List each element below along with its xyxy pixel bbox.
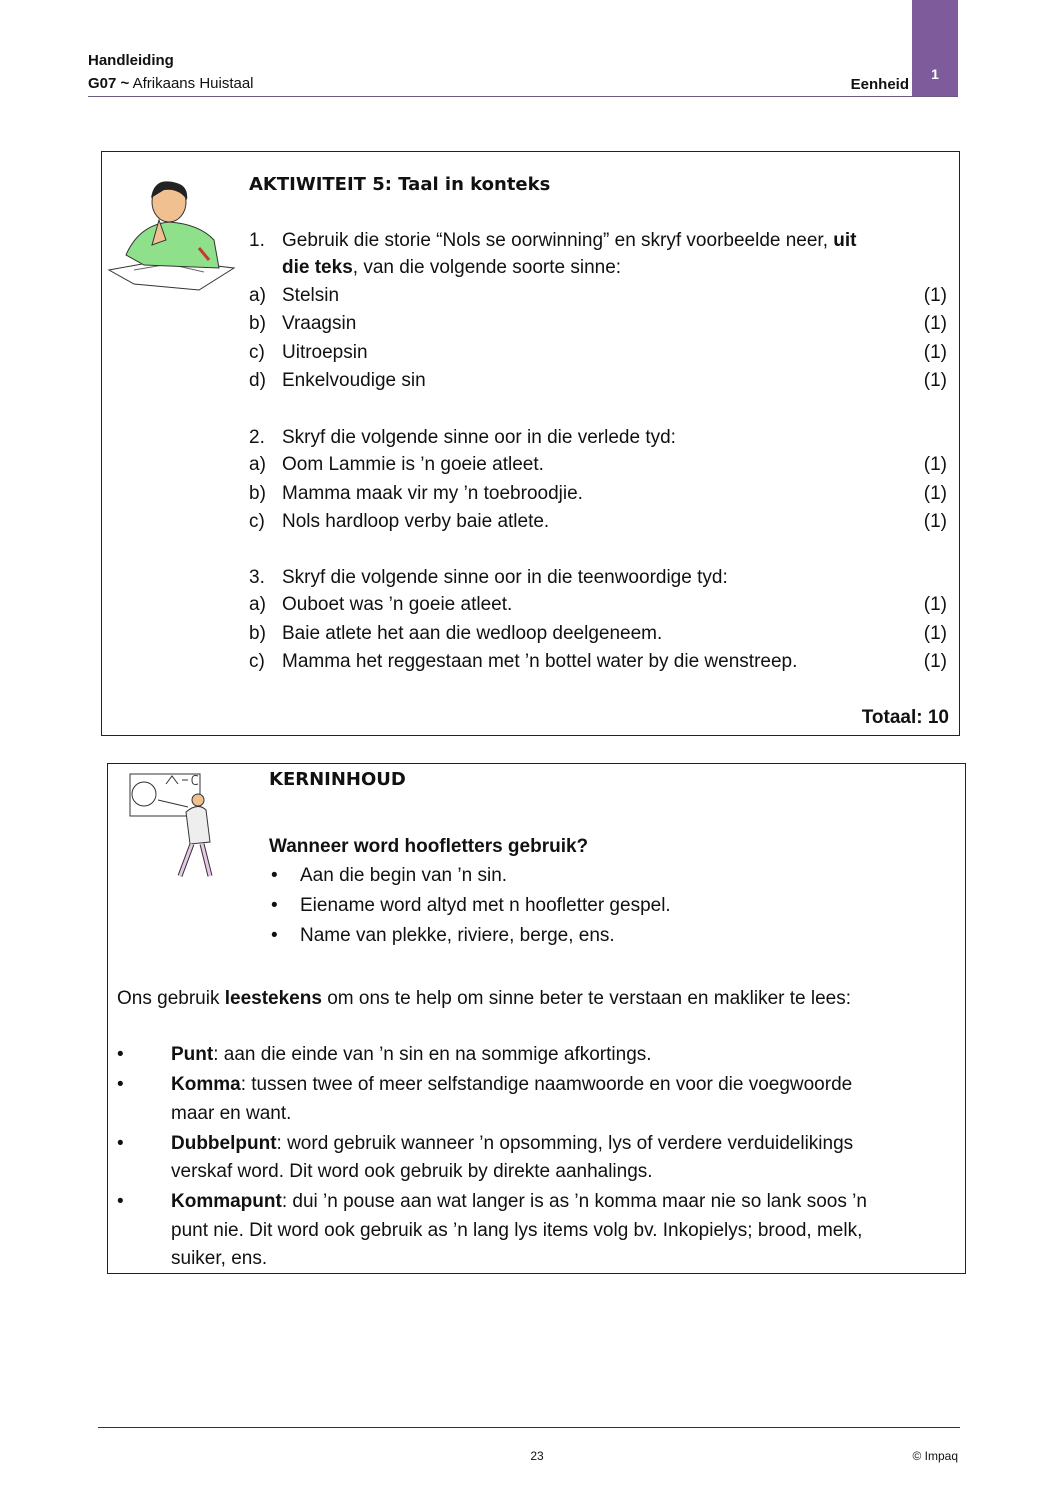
item-letter: c): [249, 341, 265, 363]
capital-rule: Aan die begin van ’n sin.: [300, 865, 508, 886]
punctuation-term: Kommapunt: [171, 1191, 282, 1212]
item-marks: (1): [923, 622, 947, 644]
activity-title: AKTIWITEIT 5: Taal in konteks: [249, 174, 551, 195]
item-letter: a): [249, 594, 266, 615]
punctuation-line: [171, 1220, 862, 1242]
item-letter: b): [249, 482, 266, 504]
q1-text: Gebruik die storie “Nols se oorwinning” en skryf voorbeelde neer,: [282, 230, 834, 251]
punctuation-line: [171, 1044, 652, 1066]
item-marks: (1): [923, 594, 947, 615]
bullet-icon: •: [271, 865, 278, 886]
item-letter: c): [249, 651, 265, 672]
item-text: Baie atlete het aan die wedloop deelgeneem.: [282, 622, 663, 644]
item-marks: (1): [923, 651, 947, 672]
item-text: Oom Lammie is ’n goeie atleet.: [282, 454, 544, 475]
core-subtitle: Wanneer word hoofletters gebruik?: [269, 836, 589, 857]
q1-number: 1.: [249, 230, 265, 251]
punctuation-term: Dubbelpunt: [171, 1132, 277, 1154]
punctuation-text: verskaf word. Dit word ook gebruik by direkte aanhalings.: [171, 1161, 653, 1182]
punctuation-line: [171, 1074, 852, 1096]
punctuation-intro: [117, 988, 851, 1010]
bullet-icon: •: [117, 1044, 124, 1065]
q1-bold-2: die teks: [282, 257, 353, 278]
item-marks: (1): [923, 482, 947, 504]
item-text: Mamma maak vir my ’n toebroodjie.: [282, 482, 583, 504]
item-marks: (1): [923, 511, 947, 532]
q1-bold: uit: [833, 230, 857, 251]
bullet-icon: •: [271, 895, 278, 916]
item-text: Mamma het reggestaan met ’n bottel water by die wenstreep.: [282, 651, 798, 672]
punctuation-text: suiker, ens.: [171, 1248, 268, 1269]
item-text: Stelsin: [282, 285, 340, 306]
item-text: Vraagsin: [282, 313, 357, 335]
punctuation-text: : dui ’n pouse aan wat langer is as ’n komma maar nie so lank soos ’n: [281, 1191, 867, 1212]
item-letter: b): [249, 313, 266, 335]
item-letter: b): [249, 622, 266, 644]
punctuation-text: : aan die einde van ’n sin en na sommige afkortings.: [213, 1044, 652, 1065]
q1-text-line1: [282, 230, 857, 252]
footer-divider: [98, 1427, 960, 1428]
item-letter: d): [249, 369, 266, 391]
punctuation-line: [171, 1248, 267, 1270]
header-divider: [88, 96, 958, 97]
bullet-icon: •: [271, 925, 278, 946]
punctuation-term: Komma: [171, 1074, 241, 1095]
item-marks: (1): [923, 454, 947, 475]
punctuation-text: : word gebruik wanneer ’n opsomming, lys of verdere verduidelikings: [276, 1132, 854, 1154]
q3-text: Skryf die volgende sinne oor in die teenwoordige tyd:: [282, 567, 728, 588]
header-title: Handleiding: [88, 52, 174, 69]
item-marks: (1): [923, 369, 947, 391]
punctuation-text: maar en want.: [171, 1102, 292, 1124]
item-text: Enkelvoudige sin: [282, 369, 426, 391]
course-label: [88, 75, 254, 92]
item-marks: (1): [923, 313, 947, 335]
core-title: KERNINHOUD: [269, 769, 406, 790]
item-marks: (1): [923, 341, 947, 363]
punctuation-line: [171, 1133, 853, 1155]
punctuation-line: [171, 1161, 653, 1183]
q3-number: 3.: [249, 567, 265, 588]
item-text: Ouboet was ’n goeie atleet.: [282, 594, 513, 615]
punctuation-text: : tussen twee of meer selfstandige naamwoorde en voor die voegwoorde: [240, 1074, 853, 1095]
bullet-icon: •: [117, 1132, 124, 1154]
page-number: 23: [530, 1449, 544, 1463]
course-name: Afrikaans Huistaal: [132, 75, 254, 92]
intro-text-2: om ons te help om sinne beter te verstaan en makliker te lees:: [321, 988, 852, 1009]
copyright: © Impaq: [912, 1449, 958, 1463]
punctuation-term: Punt: [171, 1044, 214, 1065]
q2-number: 2.: [249, 427, 265, 448]
q1-text-line2: [282, 257, 621, 279]
item-letter: a): [249, 285, 266, 306]
unit-label: Eenheid: [850, 76, 909, 93]
unit-tab: [912, 0, 958, 96]
bullet-icon: •: [117, 1074, 124, 1095]
unit-number: 1: [931, 66, 939, 82]
student-reading-icon: [104, 180, 239, 295]
total-score: Totaal: 10: [861, 707, 949, 728]
item-marks: (1): [923, 285, 947, 306]
intro-bold: leestekens: [224, 988, 322, 1009]
punctuation-text: punt nie. Dit word ook gebruik as ’n lang lys items volg bv. Inkopielys; brood, melk,: [171, 1219, 863, 1241]
punctuation-line: [171, 1191, 867, 1213]
core-content-box: [107, 763, 966, 1274]
intro-text: Ons gebruik: [117, 988, 225, 1009]
item-text: Nols hardloop verby baie atlete.: [282, 511, 550, 532]
activity-box: [101, 151, 960, 736]
item-letter: c): [249, 511, 265, 532]
punctuation-line: [171, 1103, 291, 1125]
q1-text-2: , van die volgende soorte sinne:: [352, 257, 622, 278]
capital-rule: Name van plekke, riviere, berge, ens.: [300, 925, 615, 946]
course-code: G07 ~: [88, 75, 130, 92]
item-text: Uitroepsin: [282, 341, 368, 363]
capital-rule: Eiename word altyd met n hoofletter gespel.: [300, 895, 671, 916]
q2-text: Skryf die volgende sinne oor in die verlede tyd:: [282, 427, 676, 448]
bullet-icon: •: [117, 1191, 124, 1212]
item-letter: a): [249, 454, 266, 475]
teacher-presenting-icon: [128, 772, 223, 877]
